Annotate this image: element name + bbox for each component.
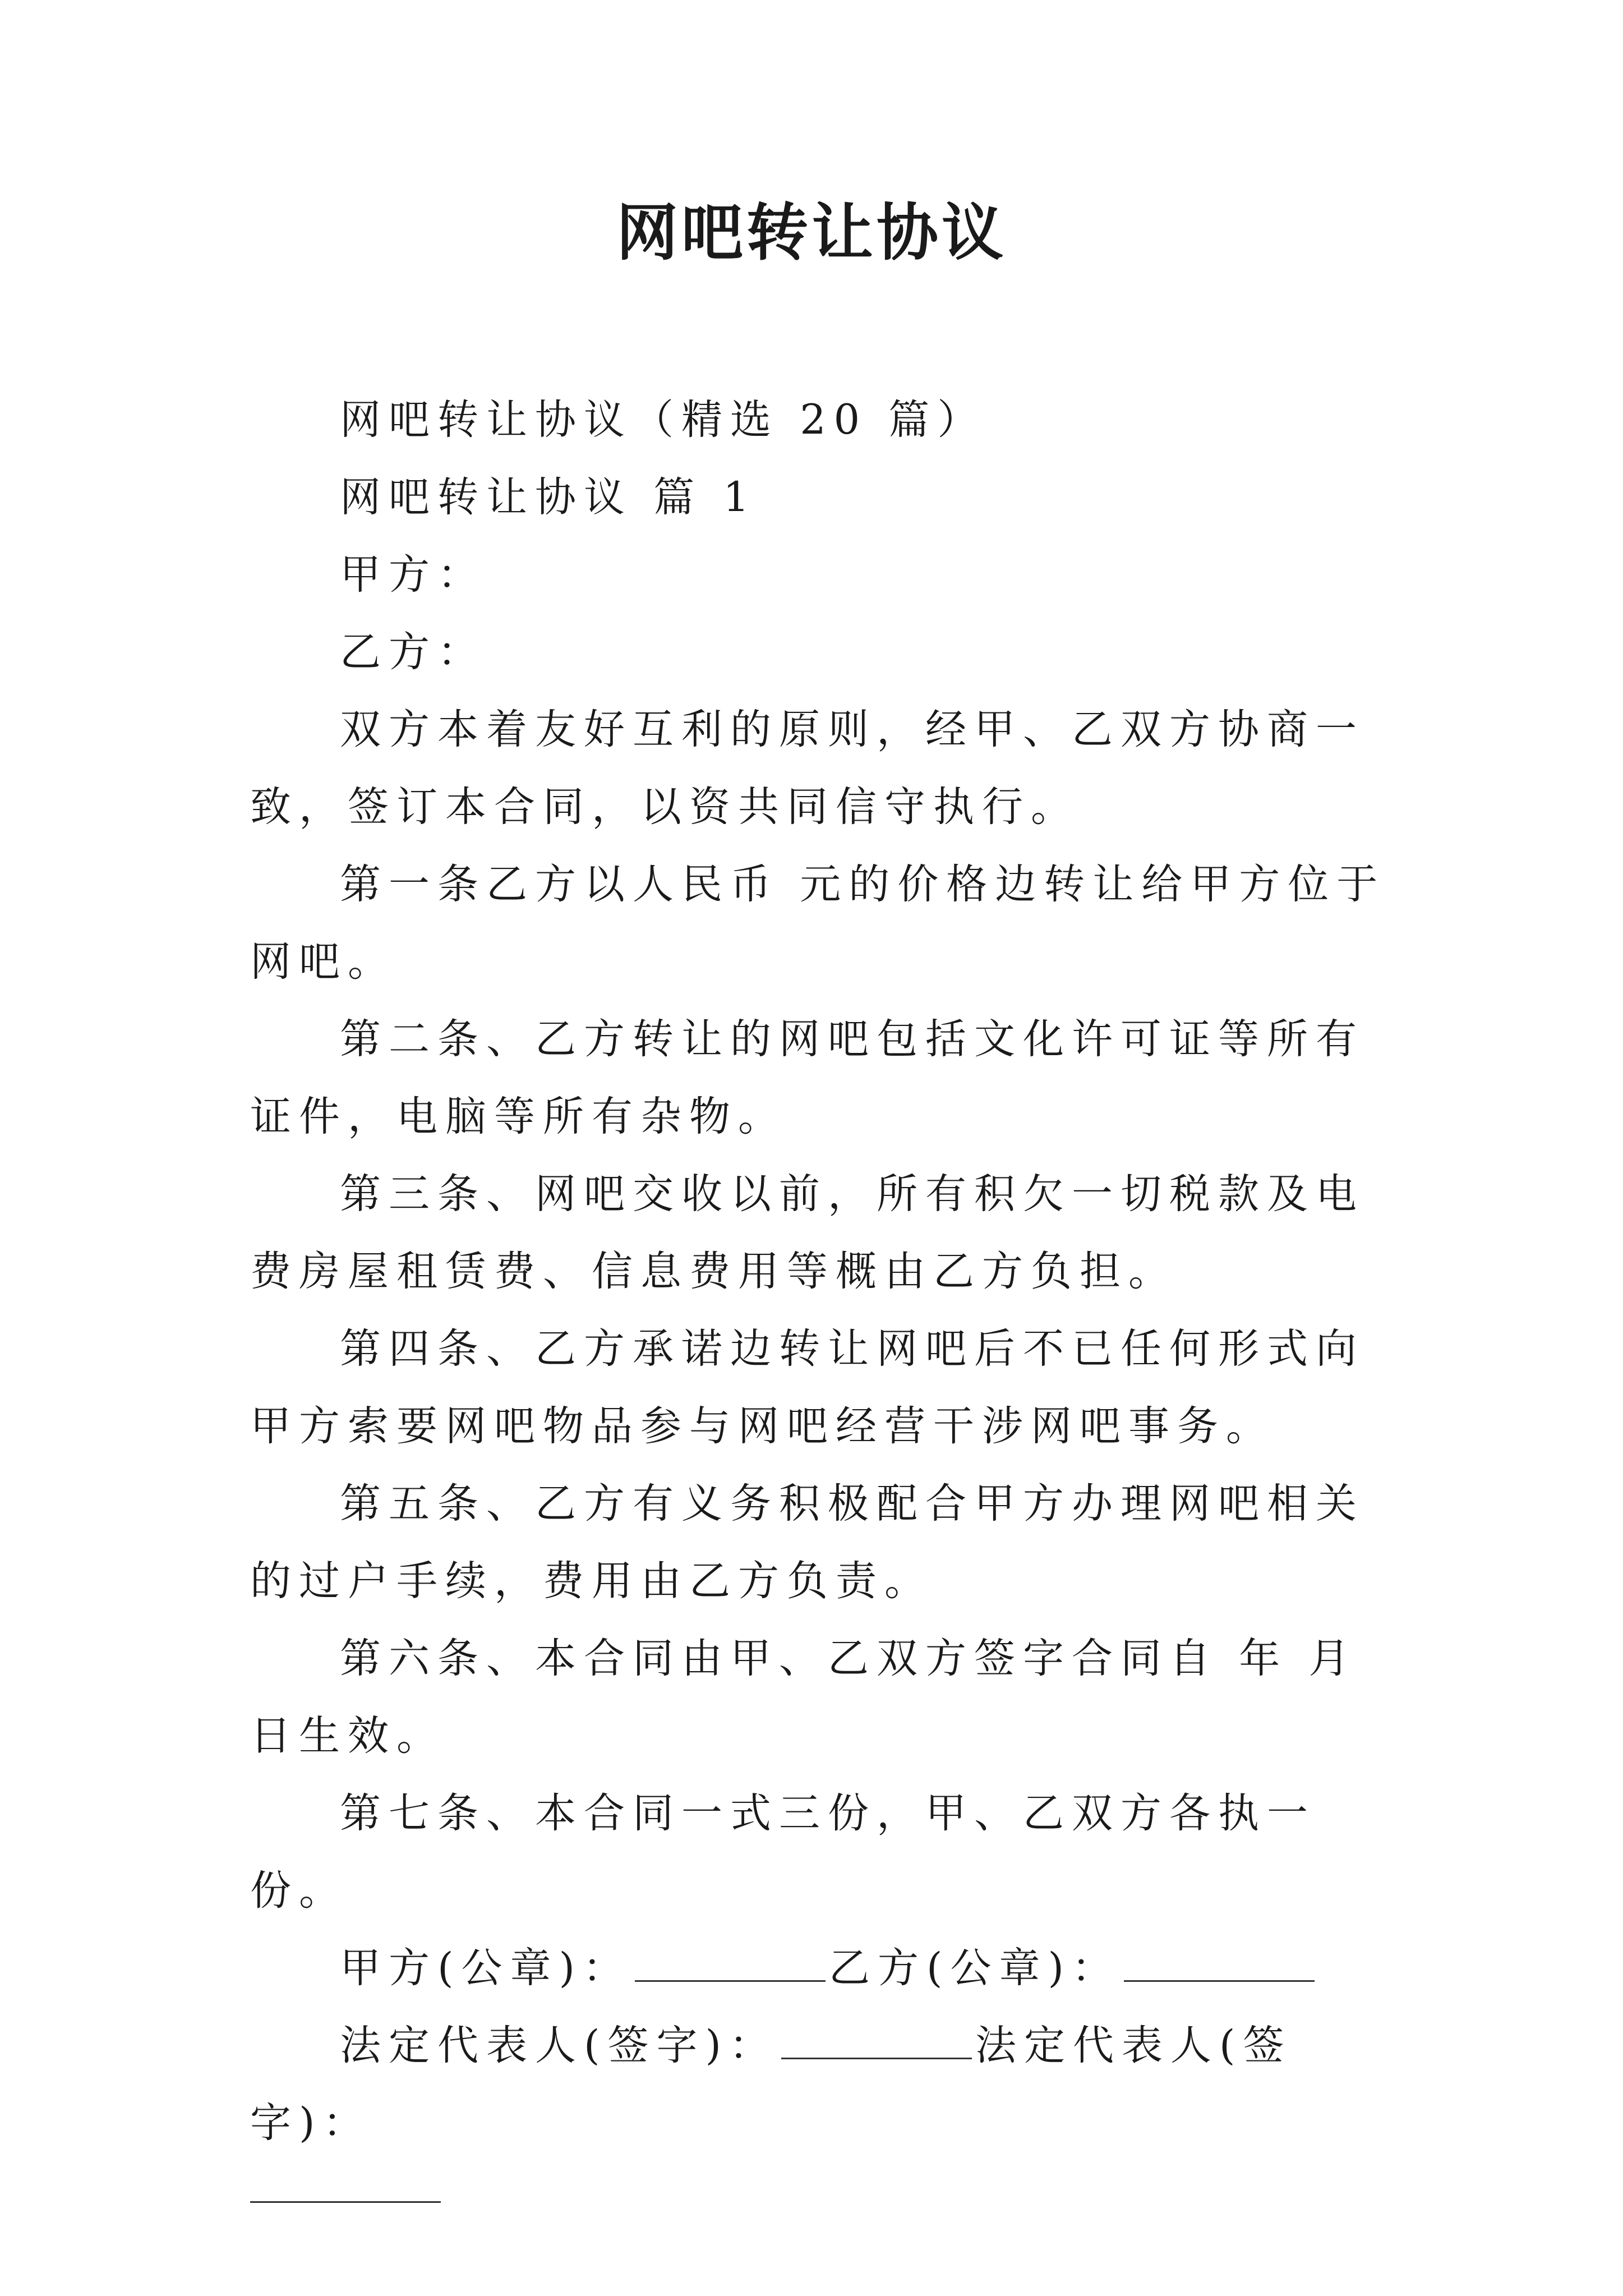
seal-line bbox=[250, 1930, 1394, 2007]
party-a-line: 甲方： bbox=[340, 551, 486, 599]
article-3: 第三条、网吧交收以前，所有积欠一切税款及电费房屋租赁费、信息费用等概由乙方负担。 bbox=[250, 1170, 1364, 1295]
seal-b-blank bbox=[1124, 1943, 1315, 1982]
rep-b-blank bbox=[250, 2184, 441, 2203]
article-4: 第四条、乙方承诺边转让网吧后不已任何形式向甲方索要网吧物品参与网吧经营干涉网吧事务。 bbox=[250, 1325, 1364, 1450]
intro-paragraph: 双方本着友好互利的原则，经甲、乙双方协商一致，签订本合同，以资共同信守执行。 bbox=[250, 706, 1364, 831]
section-heading: 网吧转让协议 篇 1 bbox=[340, 473, 757, 521]
party-b-line: 乙方： bbox=[340, 628, 486, 676]
seal-a-blank bbox=[635, 1943, 826, 1982]
seal-a-label: 甲方(公章)： bbox=[340, 1944, 631, 1992]
article-6: 第六条、本合同由甲、乙双方签字合同自 年 月 日生效。 bbox=[250, 1635, 1358, 1760]
rep-a-blank bbox=[781, 2021, 972, 2059]
document-body bbox=[250, 381, 1394, 2203]
representative-line bbox=[250, 2007, 1394, 2162]
article-2: 第二条、乙方转让的网吧包括文化许可证等所有证件，电脑等所有杂物。 bbox=[250, 1015, 1364, 1140]
rep-a-label: 法定代表人(签字)： bbox=[340, 2022, 778, 2069]
article-1: 第一条乙方以人民币 元的价格边转让给甲方位于 网吧。 bbox=[250, 861, 1386, 986]
article-7: 第七条、本合同一式三份，甲、乙双方各执一份。 bbox=[250, 1789, 1316, 1915]
document-subtitle: 网吧转让协议（精选 20 篇） bbox=[340, 396, 986, 444]
seal-b-label: 乙方(公章)： bbox=[828, 1944, 1121, 1992]
rep-b-label: 法定代表人(签字)： bbox=[250, 2022, 1292, 2147]
document-title: 网吧转让协议 bbox=[616, 196, 1007, 269]
article-5: 第五条、乙方有义务积极配合甲方办理网吧相关的过户手续，费用由乙方负责。 bbox=[250, 1480, 1364, 1605]
